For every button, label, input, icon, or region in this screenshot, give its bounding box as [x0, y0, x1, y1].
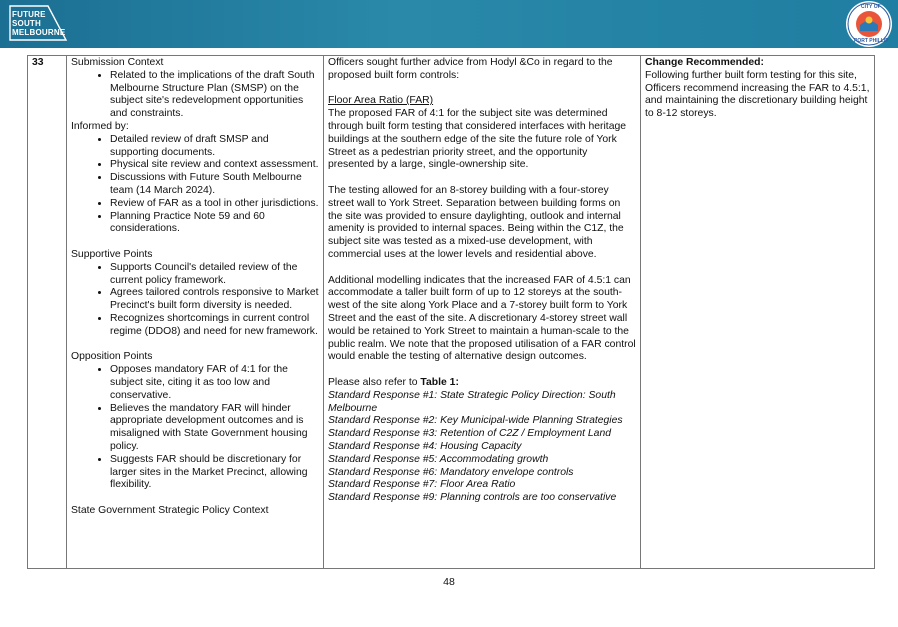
- seal-top-text: CITY OF: [861, 4, 881, 10]
- response-intro: Officers sought further advice from Hodyl &Co in regard to the proposed built form controls:: [328, 57, 613, 81]
- standard-response: Standard Response #9: Planning controls are too conservative: [328, 492, 617, 504]
- page-header: [0, 0, 898, 48]
- list-item: • Suggests FAR should be discretionary for larger sites in the Market Precinct, allowing flexibility.: [110, 454, 319, 492]
- standard-response: Standard Response #6: Mandatory envelope controls: [328, 466, 574, 478]
- city-of-port-phillip-seal-icon: [846, 1, 892, 47]
- far-heading: Floor Area Ratio (FAR): [328, 95, 434, 107]
- refer-table: Table 1:: [420, 376, 459, 388]
- standard-response: Standard Response #7: Floor Area Ratio: [328, 479, 516, 491]
- logo-text: [12, 10, 65, 37]
- response-paragraph-2: The testing allowed for an 8-storey building with a four-storey street wall to York Street. Separation between building forms on the site was provided to ensure daylighting, outlook and internal amenity is provided to internal spaces. Being within the C1Z, the subject site was tested as a mixed-use development, with commercial uses at the lower levels and residential above.: [328, 184, 624, 260]
- standard-response: Standard Response #3: Retention of C2Z / Employment Land: [328, 428, 612, 440]
- list-item: • Supports Council's detailed review of the current policy framework.: [110, 262, 319, 288]
- logo-line-2: SOUTH: [12, 19, 41, 28]
- opposition-list: [71, 364, 319, 492]
- list-item: • Recognizes shortcomings in current control regime (DDO8) and need for new framework.: [110, 313, 319, 339]
- change-text: Following further built form testing for this site, Officers recommend increasing the FAR to 4.5:1, and maintaining the discretionary building height to 8-12 storeys.: [645, 69, 870, 120]
- page-number: 48: [443, 576, 455, 588]
- refer-line: [328, 377, 636, 390]
- row-number: 33: [28, 56, 67, 569]
- informed-list: [71, 134, 319, 236]
- logo-line-1: FUTURE: [12, 10, 46, 19]
- response-paragraph-3: Additional modelling indicates that the increased FAR of 4.5:1 can accommodate a taller built form of up to 12 storeys at the south-west of the site along York Place and a 7-storey built form to York Street and the east of the site. A discretionary 4-storey street wall would be retained to York Street to maintain a human-scale to the public realm. We note that the proposed utilisation of a FAR control would enable the testing of alternative design outcomes.: [328, 274, 636, 363]
- list-item: • Believes the mandatory FAR will hinder appropriate development outcomes and is misaligned with State Government housing policy.: [110, 403, 319, 454]
- response-paragraph-1: The proposed FAR of 4:1 for the subject site was determined through built form testing that considered interfaces with heritage buildings at the southern edge of the site the future role of York Street as a pedestrian priority street, and the opportunity presented by a large, single-ownership site.: [328, 108, 627, 171]
- context-list: [71, 70, 319, 121]
- list-item: • Planning Practice Note 59 and 60 considerations.: [110, 211, 319, 237]
- opposition-title: Opposition Points: [71, 351, 153, 363]
- refer-prefix: Please also refer to: [328, 376, 421, 388]
- standard-response: Standard Response #1: State Strategic Policy Direction: South Melbourne: [328, 389, 616, 414]
- logo-line-3: MELBOURNE: [12, 28, 66, 37]
- officer-response-cell: [324, 56, 641, 569]
- standard-response: Standard Response #2: Key Municipal-wide Planning Strategies: [328, 415, 623, 427]
- change-recommended-cell: [641, 56, 875, 569]
- header-band: [0, 0, 898, 48]
- list-item: • Review of FAR as a tool in other jurisdictions.: [110, 198, 319, 211]
- standard-response: Standard Response #5: Accommodating growth: [328, 453, 549, 465]
- supportive-title: Supportive Points: [71, 248, 153, 260]
- table-row: [28, 56, 875, 569]
- list-item: • Opposes mandatory FAR of 4:1 for the subject site, citing it as too low and conservative.: [110, 364, 319, 402]
- state-policy-title: State Government Strategic Policy Context: [71, 504, 269, 516]
- supportive-list: [71, 262, 319, 339]
- submission-summary-cell: [67, 56, 324, 569]
- list-item: • Related to the implications of the draft South Melbourne Structure Plan (SMSP) on the subject site's redevelopment opportunities and constraints.: [110, 70, 319, 121]
- context-title: Submission Context: [71, 57, 164, 68]
- list-item: • Agrees tailored controls responsive to Market Precinct's built form diversity is needed.: [110, 287, 319, 313]
- list-item: • Discussions with Future South Melbourne team (14 March 2024).: [110, 172, 319, 198]
- list-item: • Detailed review of draft SMSP and supporting documents.: [110, 134, 319, 160]
- submission-table: [27, 55, 875, 569]
- informed-title: Informed by:: [71, 120, 129, 132]
- change-title: Change Recommended:: [645, 57, 764, 68]
- seal-bottom-text: PORT PHILLIP: [854, 38, 889, 44]
- standard-response: Standard Response #4: Housing Capacity: [328, 440, 522, 452]
- list-item: • Physical site review and context assessment.: [110, 159, 319, 172]
